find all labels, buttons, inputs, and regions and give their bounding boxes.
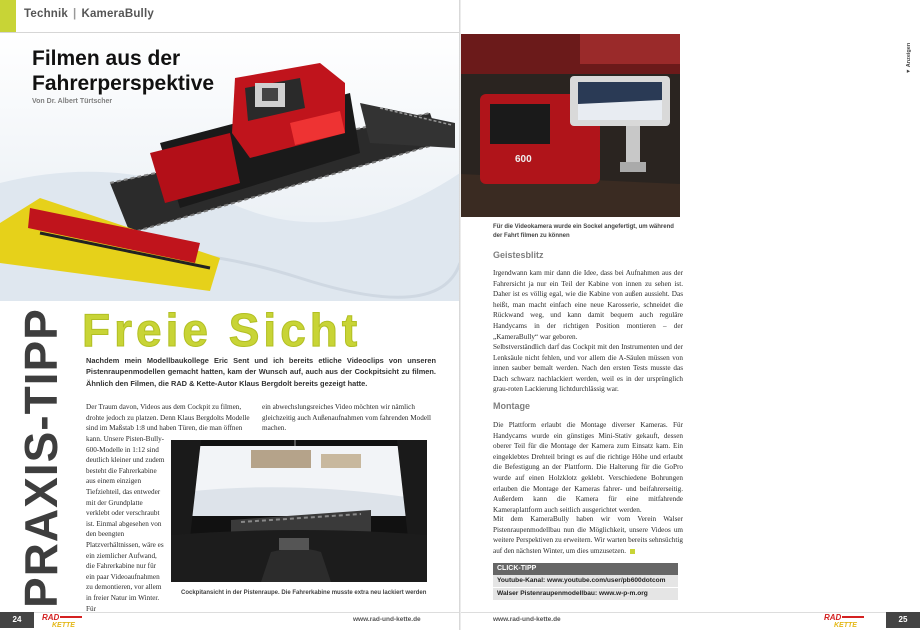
section-name: Technik bbox=[24, 8, 69, 20]
article-subtitle bbox=[32, 46, 214, 96]
cockpit-view-photo bbox=[171, 440, 427, 582]
section-separator: | bbox=[73, 8, 77, 20]
lead-paragraph: Nachdem mein Modellbaukollege Eric Sent und ich bereits etliche Videoclips von unseren Pistenraupenmodellen gemacht hatten, kam der Wunsch auf, auch aus der Cockpitsicht zu filmen. Ähnlich den Filmen, die RAD & Kette-Autor Klaus Bergdolt bereits gezeigt hatte. bbox=[86, 356, 436, 388]
section-label bbox=[24, 8, 154, 20]
ads-marker bbox=[906, 34, 916, 74]
camera-mount-photo bbox=[460, 34, 680, 217]
website-url-right[interactable]: www.rad-und-kette.de bbox=[493, 616, 561, 623]
article-subtitle-line1: Filmen aus der bbox=[32, 47, 181, 70]
right-page bbox=[460, 0, 920, 630]
click-tipp-title: CLICK-TIPP bbox=[493, 563, 678, 575]
headline: Freie Sicht bbox=[82, 304, 362, 356]
page-number-right: 25 bbox=[886, 612, 920, 628]
section-color-tab bbox=[0, 0, 16, 32]
section-montage-para-2 bbox=[493, 514, 683, 556]
ads-marker-label: ▼ Anzeigen bbox=[906, 42, 912, 74]
body-column-1-top: Der Traum davon, Videos aus dem Cockpit zu filmen, drohte jedoch zu platzen. Denn Klaus Bergdolts Modelle sind im Maßstab 1:8 und haben Türen, die man öffnen bbox=[86, 403, 250, 433]
article-end-mark bbox=[630, 549, 635, 554]
caption-camera-mount: Für die Videokamera wurde ein Sockel angefertigt, um während der Fahrt filmen zu können bbox=[493, 224, 674, 239]
section-geistesblitz-para-2: Selbstverständlich darf das Cockpit mit den Instrumenten und der Lenksäule nicht fehlen, und vor allem die A-Säulen müssen von innen sauber bemalt werden. Nach den ersten Tests musste das Dach schwarz nachlackiert werden, weil es in der ursprünglich grau-roten Lackierung lichtdurchlässig war. bbox=[493, 343, 683, 394]
section-montage-para-2-text: Mit dem KameraBully haben wir vom Verein Walser Pistenraupenmodellbau nun die Möglichkeit, unsere Videos um weitere Perspektiven zu erweitern. Wir warten bereits sehnsüchtig auf den nächsten Winter, um dies umzusetzen. bbox=[493, 515, 683, 555]
section-montage-para-1: Die Plattform erlaubt die Montage diverser Kameras. Für Handycams wurde ein günstiges Mini-Stativ gekauft, dessen oberer Teil für die Montage der Kamera zum Einsatz kam. Ein eingeklebtes Drehteil bringt es auf die richtige Höhe und erlaubt die Befestigung an der Plattform. Die Halterung für die GoPro wurde auf einen Holzklotz geklebt. Verschiedene Bohrungen erlauben die Montage der Kameras fahrer- und beifahrerseitig. Außerdem kann die Kamera für eine mitfahrende Kameraplattform auch seitlich ausgerichtet werden. bbox=[493, 421, 683, 514]
body-column-2-top: ein abwechslungsreiches Video möchten wir nämlich gleichzeitig auch Außenaufnahmen vom fahrenden Modell machen. bbox=[262, 403, 432, 433]
page-number-left: 24 bbox=[0, 612, 34, 628]
click-tipp-website-link[interactable]: Walser Pistenraupenmodellbau: www.w-p-m.org bbox=[493, 587, 678, 600]
section-heading-montage: Montage bbox=[493, 401, 530, 411]
logo-bottom-text-right: KETTE bbox=[834, 622, 857, 628]
rad-kette-logo-right bbox=[820, 612, 872, 628]
body-column-1-narrow: kann. Unsere Pisten-Bully-600-Modelle in 1:12 sind deutlich kleiner und zudem besteht die Fahrerkabine aus einem einzigen Tiefziehteil, das entweder mit der Grundplatte verklebt oder verschraubt ist. Einmal abgesehen von den beengten Platzverhältnissen, wäre es ein ziemlicher Aufwand, die Fahrerkabine nur für ein paar Videoaufnahmen zu demontieren, vor allem in freier Natur im Winter. Für bbox=[86, 435, 165, 613]
logo-top-text-left: RAD bbox=[42, 613, 60, 622]
section-geistesblitz-para-1: Irgendwann kam mir dann die Idee, dass bei Aufnahmen aus der Fahrersicht ja nur ein Teil der Kabine von innen zu sehen ist. Daher ist es völlig egal, wie die Kabine von außen aussieht. Das heißt, man macht einfach eine neue Karosserie, schneidet die Rückwand weg, und kann damit bequem auch reguläre Handycams in der richtigen Position montieren – der „KameraBully“ war geboren. bbox=[493, 269, 683, 341]
category-vertical-label: PRAXIS-TIPP bbox=[15, 308, 67, 608]
logo-top-text-right: RAD bbox=[824, 613, 842, 622]
caption-cockpit: Cockpitansicht in der Pistenraupe. Die Fahrerkabine musste extra neu lackiert werden bbox=[181, 590, 427, 596]
section-heading-geistesblitz: Geistesblitz bbox=[493, 250, 544, 260]
click-tipp-box bbox=[493, 563, 678, 603]
svg-text:600: 600 bbox=[515, 154, 532, 165]
click-tipp-youtube-link[interactable]: Youtube-Kanal: www.youtube.com/user/pb600dotcom bbox=[493, 575, 678, 587]
website-url-left[interactable]: www.rad-und-kette.de bbox=[353, 616, 421, 623]
section-topic: KameraBully bbox=[81, 8, 154, 20]
spread-gutter bbox=[459, 0, 461, 630]
byline: Von Dr. Albert Türtscher bbox=[32, 98, 113, 105]
article-subtitle-line2: Fahrerperspektive bbox=[32, 72, 215, 95]
logo-bottom-text-left: KETTE bbox=[52, 622, 75, 628]
rad-kette-logo-left bbox=[38, 612, 90, 628]
section-header bbox=[0, 0, 460, 33]
